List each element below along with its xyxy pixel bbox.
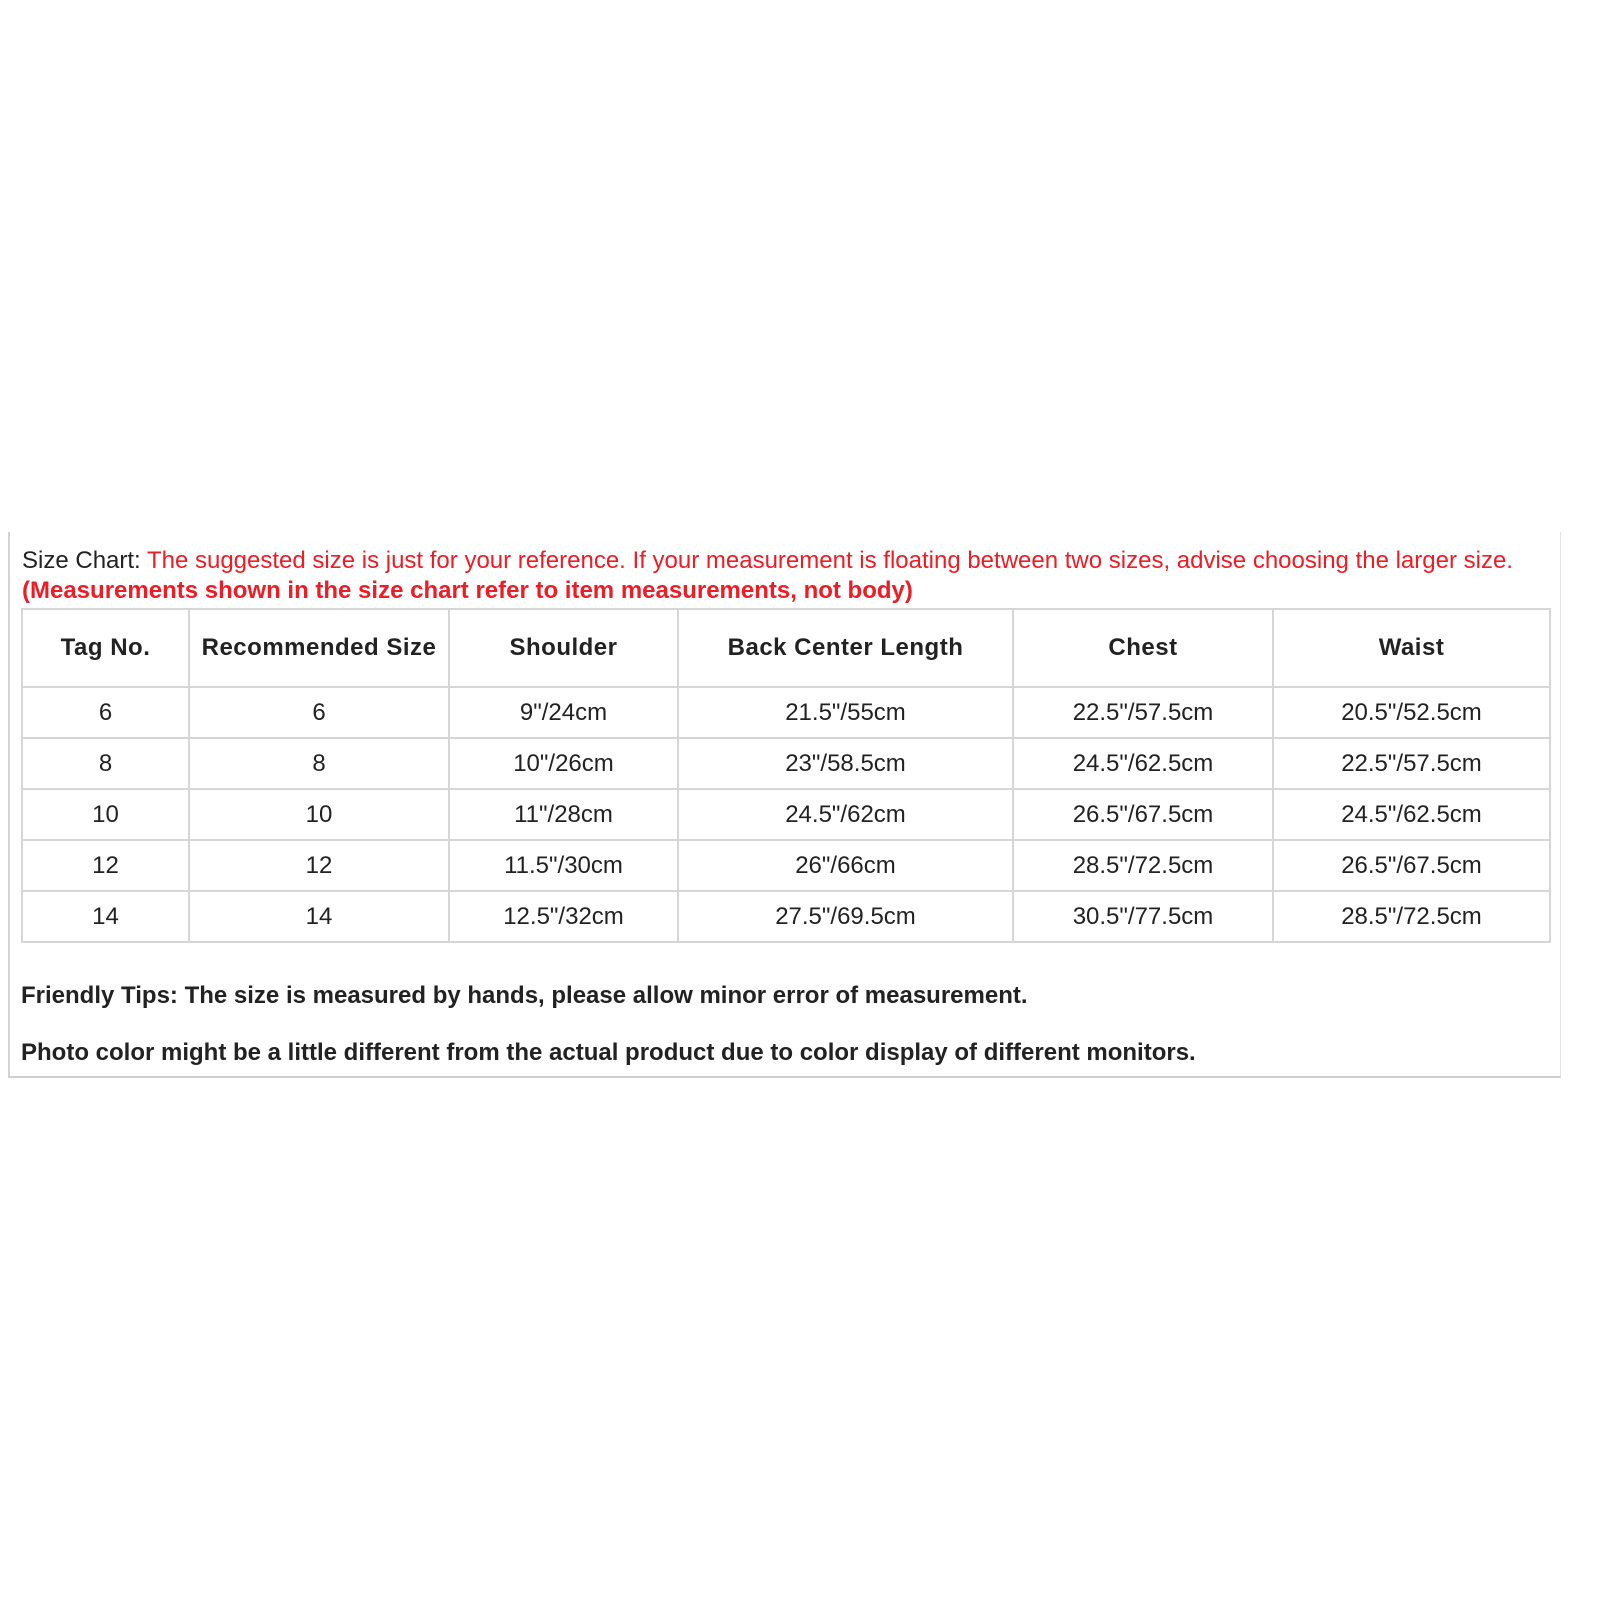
cell-waist: 28.5"/72.5cm: [1273, 891, 1550, 942]
friendly-tips: Friendly Tips: The size is measured by hands, please allow minor error of measurement.: [21, 982, 1028, 1009]
cell-waist: 26.5"/67.5cm: [1273, 840, 1550, 891]
size-table: [21, 608, 1551, 943]
cell-waist: 22.5"/57.5cm: [1273, 738, 1550, 789]
size-chart-intro: [22, 546, 1547, 606]
table-row: [22, 789, 1550, 840]
measurement-note: (Measurements shown in the size chart refer to item measurements, not body): [22, 577, 913, 604]
cell-chest: 24.5"/62.5cm: [1013, 738, 1273, 789]
cell-recommended-size: 6: [189, 687, 449, 738]
cell-tag-no: 14: [22, 891, 189, 942]
table-row: [22, 738, 1550, 789]
header-chest: Chest: [1013, 609, 1273, 687]
header-shoulder: Shoulder: [449, 609, 678, 687]
cell-shoulder: 11.5"/30cm: [449, 840, 678, 891]
table-row: [22, 840, 1550, 891]
table-row: [22, 891, 1550, 942]
header-tag-no: Tag No.: [22, 609, 189, 687]
cell-chest: 28.5"/72.5cm: [1013, 840, 1273, 891]
cell-shoulder: 12.5"/32cm: [449, 891, 678, 942]
cell-recommended-size: 10: [189, 789, 449, 840]
cell-back-center-length: 24.5"/62cm: [678, 789, 1013, 840]
cell-chest: 30.5"/77.5cm: [1013, 891, 1273, 942]
cell-tag-no: 8: [22, 738, 189, 789]
cell-shoulder: 11"/28cm: [449, 789, 678, 840]
size-chart-label: Size Chart: [22, 547, 135, 574]
photo-color-note: Photo color might be a little different from the actual product due to color display of different monitors.: [21, 1039, 1196, 1066]
header-recommended-size: Recommended Size: [189, 609, 449, 687]
cell-shoulder: 9"/24cm: [449, 687, 678, 738]
cell-back-center-length: 23"/58.5cm: [678, 738, 1013, 789]
cell-waist: 20.5"/52.5cm: [1273, 687, 1550, 738]
header-waist: Waist: [1273, 609, 1550, 687]
cell-tag-no: 12: [22, 840, 189, 891]
size-chart-panel: [8, 532, 1561, 1078]
cell-chest: 22.5"/57.5cm: [1013, 687, 1273, 738]
label-separator: :: [134, 547, 147, 574]
table-row: [22, 687, 1550, 738]
cell-recommended-size: 8: [189, 738, 449, 789]
header-back-center-length: Back Center Length: [678, 609, 1013, 687]
cell-shoulder: 10"/26cm: [449, 738, 678, 789]
cell-back-center-length: 21.5"/55cm: [678, 687, 1013, 738]
cell-chest: 26.5"/67.5cm: [1013, 789, 1273, 840]
cell-waist: 24.5"/62.5cm: [1273, 789, 1550, 840]
cell-back-center-length: 27.5"/69.5cm: [678, 891, 1013, 942]
reference-note: The suggested size is just for your reference. If your measurement is floating between two sizes, advise choosing the larger size.: [146, 547, 1513, 574]
table-header-row: [22, 609, 1550, 687]
cell-recommended-size: 12: [189, 840, 449, 891]
cell-tag-no: 10: [22, 789, 189, 840]
cell-back-center-length: 26"/66cm: [678, 840, 1013, 891]
cell-tag-no: 6: [22, 687, 189, 738]
cell-recommended-size: 14: [189, 891, 449, 942]
